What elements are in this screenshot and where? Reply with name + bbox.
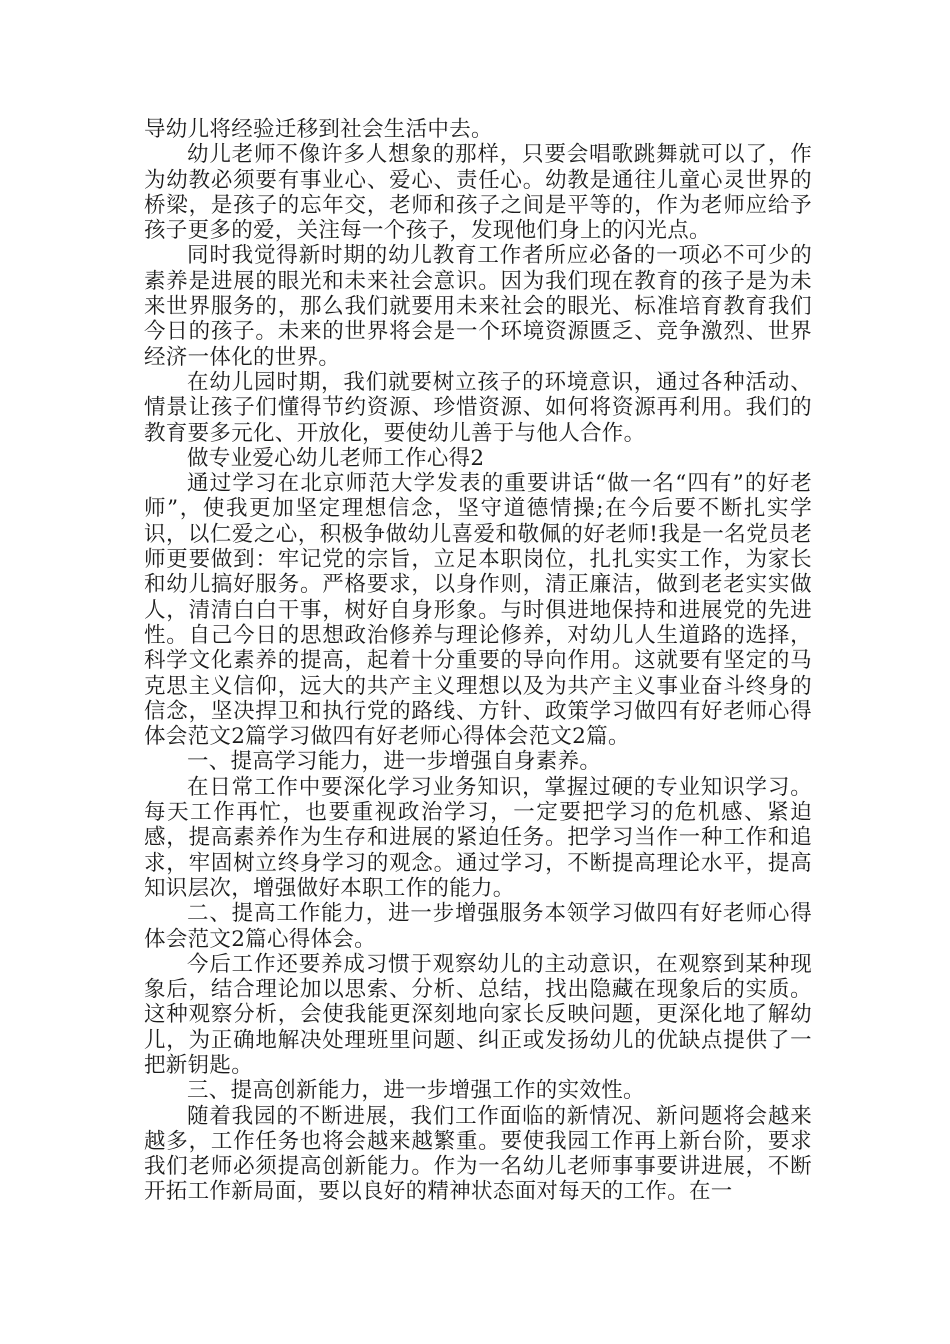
- subheading-2: 二、提高工作能力，进一步增强服务本领学习做四有好老师心得体会范文2篇心得体会。: [144, 901, 812, 952]
- paragraph-1: 导幼儿将经验迁移到社会生活中去。: [144, 117, 493, 142]
- paragraph-6: 通过学习在北京师范大学发表的重要讲话“做一名“四有”的好老师”，使我更加坚定理想信念，坚守道德情操;在今后要不断扎实学识，以仁爱之心，积极争做幼儿喜爱和敬佩的好老师!我是一名党员老师更要做到：牢记党的宗旨，立足本职岗位，扎扎实实工作，为家长和幼儿搞好服务。严格要求，以身作则，清正廉洁，做到老老实实做人，清清白白干事，树好自身形象。与时俱进地保持和进展党的先进性。自己今日的思想政治修养与理论修养，对幼儿人生道路的选择，科学文化素养的提高，起着十分重要的导向作用。这就要有坚定的马克思主义信仰，远大的共产主义理想以及为共产主义事业奋斗终身的信念，坚决捍卫和执行党的路线、方针、政策学习做四有好老师心得体会范文2篇学习做四有好老师心得体会范文2篇。: [144, 471, 812, 750]
- paragraph-12: 随着我园的不断进展，我们工作面临的新情况、新问题将会越来越多，工作任务也将会越来越繁重。要使我园工作再上新台阶，要求我们老师必须提高创新能力。作为一名幼儿老师事事要讲进展，不断开拓工作新局面，要以良好的精神状态面对每天的工作。在一: [144, 1103, 812, 1205]
- paragraph-3: 同时我觉得新时期的幼儿教育工作者所应必备的一项必不可少的素养是进展的眼光和未来社会意识。因为我们现在教育的孩子是为未来世界服务的，那么我们就要用未来社会的眼光、标准培育教育我们今日的孩子。未来的世界将会是一个环境资源匮乏、竞争激烈、世界经济一体化的世界。: [144, 243, 812, 370]
- paragraph-4: 在幼儿园时期，我们就要树立孩子的环境意识，通过各种活动、情景让孩子们懂得节约资源、珍惜资源、如何将资源再利用。我们的教育要多元化、开放化，要使幼儿善于与他人合作。: [144, 369, 812, 446]
- subheading-3: 三、提高创新能力，进一步增强工作的实效性。: [187, 1078, 645, 1104]
- subheading-1: 一、提高学习能力，进一步增强自身素养。: [187, 749, 602, 775]
- document-body: [144, 117, 812, 1205]
- paragraph-2: 幼儿老师不像许多人想象的那样，只要会唱歌跳舞就可以了，作为幼教必须要有事业心、爱心、责任心。幼教是通往儿童心灵世界的桥梁，是孩子的忘年交，老师和孩子之间是平等的，作为老师应给予孩子更多的爱，关注每一个孩子，发现他们身上的闪光点。: [144, 142, 812, 244]
- paragraph-10: 今后工作还要养成习惯于观察幼儿的主动意识，在观察到某种现象后，结合理论加以思索、分析、总结，找出隐藏在现象后的实质。这种观察分析，会使我能更深刻地向家长反映问题，更深化地了解幼儿，为正确地解决处理班里问题、纠正或发扬幼儿的优缺点提供了一把新钥匙。: [144, 951, 812, 1078]
- paragraph-8: 在日常工作中要深化学习业务知识，掌握过硬的专业知识学习。每天工作再忙，也要重视政治学习，一定要把学习的危机感、紧迫感，提高素养作为生存和进展的紧迫任务。把学习当作一种工作和追求，牢固树立终身学习的观念。通过学习，不断提高理论水平，提高知识层次，增强做好本职工作的能力。: [144, 774, 812, 901]
- section-heading: 做专业爱心幼儿老师工作心得2: [187, 445, 485, 471]
